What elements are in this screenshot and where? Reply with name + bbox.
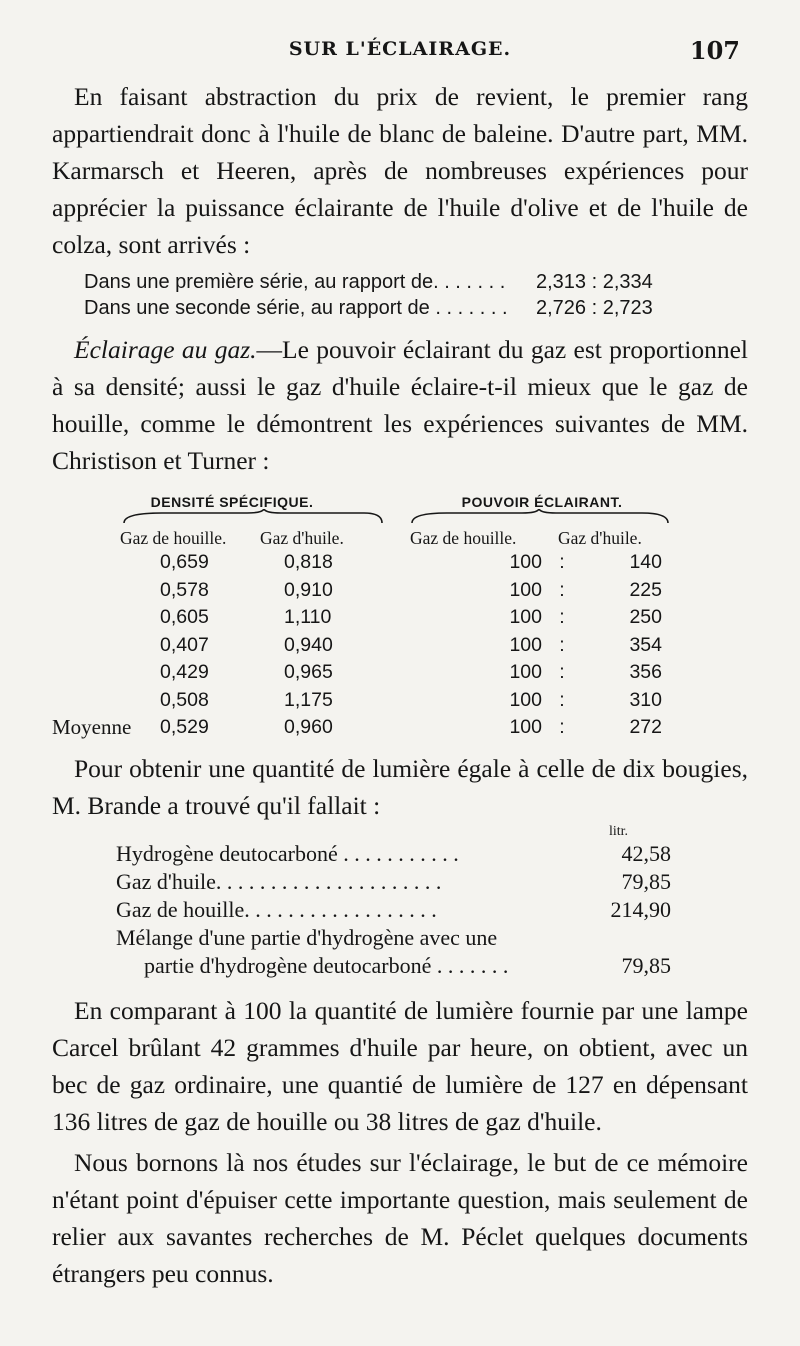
cell-separator: :	[559, 633, 565, 656]
cell-density-oil: 0,818	[284, 551, 333, 573]
cell-density-coal: 0,659	[160, 551, 209, 573]
cell-density-oil: 0,940	[284, 633, 333, 656]
liters-unit: litr.	[608, 823, 628, 839]
row-label	[52, 659, 152, 687]
cell-separator: :	[559, 688, 565, 711]
col-header-density-oil: Gaz d'huile.	[260, 528, 344, 548]
liters-row	[116, 840, 748, 868]
cell-separator: :	[559, 551, 565, 573]
liters-value: 214,90	[610, 896, 671, 922]
cell-power-coal: 100	[509, 633, 542, 656]
liters-value: 79,85	[621, 868, 671, 894]
paragraph-3: Pour obtenir une quantité de lumière égale à celle de dix bougies, M. Brande a trouvé qu'il fallait :	[52, 753, 748, 820]
ratio-row	[84, 269, 748, 295]
cell-separator: :	[559, 716, 565, 738]
liters-label: partie d'hydrogène deutocarboné . . . . . . .	[144, 952, 509, 978]
col-header-power-oil: Gaz d'huile.	[558, 528, 642, 548]
brace-row	[52, 509, 748, 525]
row-label	[52, 577, 152, 605]
cell-power-coal: 100	[509, 551, 542, 573]
ratio-list	[84, 269, 748, 321]
col-header-power-coal: Gaz de houille.	[410, 528, 517, 548]
cell-density-oil: 1,175	[284, 688, 333, 711]
running-head	[52, 36, 748, 66]
page-number: 107	[689, 36, 740, 65]
cell-power-oil: 310	[629, 688, 662, 711]
cell-density-coal: 0,578	[160, 578, 209, 601]
table-row	[52, 632, 748, 660]
liters-row	[116, 896, 748, 924]
ratio-row	[84, 295, 748, 321]
row-label	[52, 632, 152, 660]
table-row	[52, 577, 748, 605]
paragraph-4: En comparant à 100 la quantité de lumière fournie par une lampe Carcel brûlant 42 grammes d'huile par heure, on obtient, avec un bec de gaz ordinaire, une quantié de lumière de 127 en dépensant 136 litres de gaz de houille ou 38 litres de gaz d'huile.	[52, 995, 748, 1136]
row-label	[52, 549, 152, 577]
cell-separator: :	[559, 606, 565, 628]
liters-label: Gaz d'huile. . . . . . . . . . . . . . . . . . . . .	[116, 868, 442, 894]
cell-power-coal: 100	[509, 688, 542, 711]
liters-label: Mélange d'une partie d'hydrogène avec une	[116, 924, 498, 950]
running-head-title: SUR L'ÉCLAIRAGE.	[288, 38, 512, 60]
liters-row	[116, 924, 748, 952]
ratio-label: Dans une seconde série, au rapport de . . . . . . .	[84, 297, 508, 319]
cell-density-oil: 0,965	[284, 661, 333, 683]
liters-label: Gaz de houille. . . . . . . . . . . . . . . . . .	[116, 896, 437, 922]
gas-table	[52, 489, 748, 742]
ratio-value: 2,726 : 2,723	[536, 297, 653, 319]
liters-value: 42,58	[621, 840, 671, 866]
row-label	[52, 604, 152, 632]
liters-row	[116, 952, 748, 980]
cell-density-coal: 0,429	[160, 661, 209, 683]
cell-power-oil: 272	[629, 716, 662, 738]
table-row	[52, 604, 748, 632]
cell-separator: :	[559, 578, 565, 601]
col-header-density-coal: Gaz de houille.	[120, 528, 227, 548]
body-text	[52, 78, 748, 1292]
table-row	[52, 549, 748, 577]
liters-list	[116, 824, 748, 980]
group-header-power: POUVOIR ÉCLAIRANT.	[461, 494, 623, 510]
row-label: Moyenne	[52, 715, 132, 739]
cell-separator: :	[559, 661, 565, 683]
cell-power-oil: 354	[629, 633, 662, 656]
table-sub-header	[52, 525, 748, 549]
cell-power-coal: 100	[509, 661, 542, 683]
group-header-density: DENSITÉ SPÉCIFIQUE.	[150, 494, 314, 510]
liters-label: Hydrogène deutocarboné . . . . . . . . . . .	[116, 840, 459, 866]
table-row-average	[52, 714, 748, 742]
cell-power-oil: 356	[629, 661, 662, 683]
liters-row	[116, 868, 748, 896]
cell-power-coal: 100	[509, 606, 542, 628]
paragraph-1: En faisant abstraction du prix de revient, le premier rang appartiendrait donc à l'huile de blanc de baleine. D'autre part, MM. Karmarsch et Heeren, après de nombreuses expériences pour apprécier la puissance éclairante de l'huile d'olive et de l'huile de colza, sont arrivés :	[52, 82, 748, 259]
cell-power-oil: 250	[629, 606, 662, 628]
cell-power-oil: 225	[629, 578, 662, 601]
cell-density-coal: 0,605	[160, 606, 209, 628]
ratio-value: 2,313 : 2,334	[536, 271, 653, 293]
cell-density-oil: 0,960	[284, 716, 333, 738]
cell-density-coal: 0,407	[160, 633, 209, 656]
paragraph-2-text: —Le pouvoir éclairant du gaz est proportionnel à sa densité; aussi le gaz d'huile éclaire-t-il mieux que le gaz de houille, comme le démontrent les expériences suivantes de MM. Christison et Turner :	[52, 335, 748, 475]
cell-density-coal: 0,529	[160, 716, 209, 738]
cell-density-oil: 1,110	[284, 606, 332, 628]
section-lead: Éclairage au gaz.	[74, 335, 257, 364]
liters-value	[601, 924, 671, 952]
table-group-header	[52, 489, 748, 509]
cell-density-coal: 0,508	[160, 688, 209, 711]
liters-value: 79,85	[621, 952, 671, 978]
row-label	[52, 687, 152, 715]
brace-lines	[52, 509, 748, 525]
ratio-label: Dans une première série, au rapport de. . . . . . .	[84, 271, 506, 293]
cell-density-oil: 0,910	[284, 578, 333, 601]
paragraph-2	[52, 331, 748, 479]
paragraph-5: Nous bornons là nos études sur l'éclairage, le but de ce mémoire n'étant point d'épuiser cette importante question, mais seulement de relier aux savantes recherches de M. Péclet quelques documents étrangers peu connus.	[52, 1147, 748, 1288]
cell-power-coal: 100	[509, 578, 542, 601]
table-row	[52, 687, 748, 715]
cell-power-coal: 100	[509, 716, 542, 738]
table-row	[52, 659, 748, 687]
cell-power-oil: 140	[629, 551, 662, 573]
